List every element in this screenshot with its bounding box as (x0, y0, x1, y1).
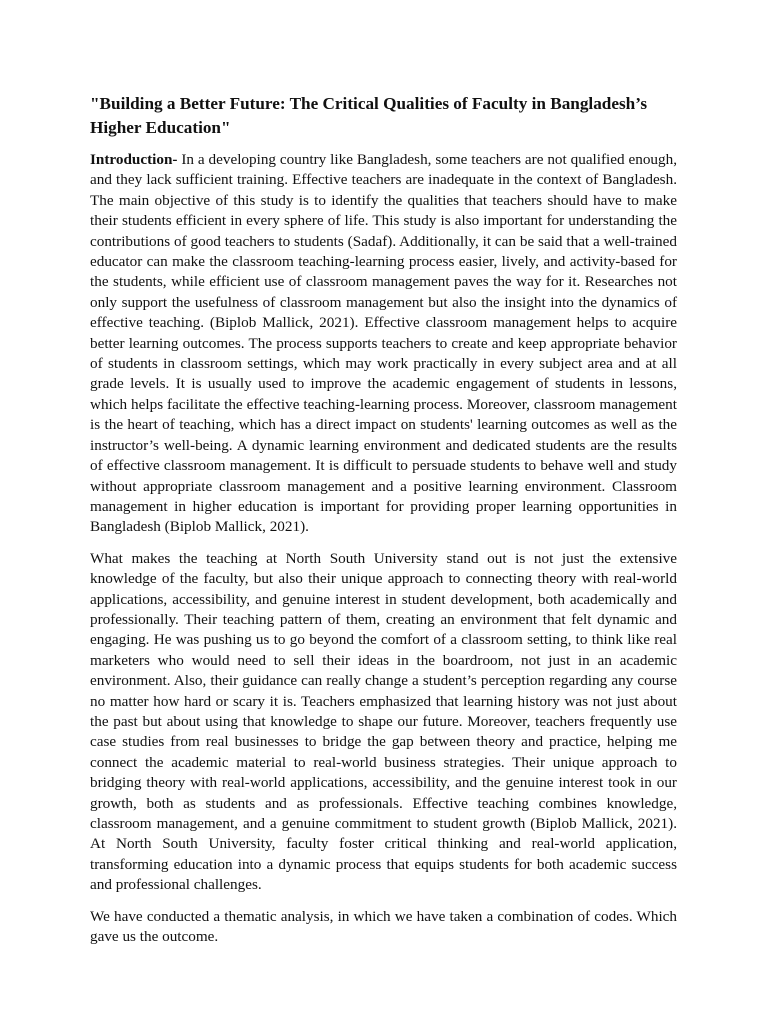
document-page (90, 92, 677, 958)
body-paragraph-nsu: What makes the teaching at North South University stand out is not just the extensive knowledge of the faculty, but also their unique approach to connecting theory with real-world applications, accessibility, and genuine interest in student development, both academically and professionally. Their teaching pattern of them, creating an environment that felt dynamic and engaging. He was pushing us to go beyond the comfort of a classroom setting, to think like real marketers who would need to sell their ideas in the boardroom, not just in an academic environment. Also, their guidance can really change a student’s perception regarding any course no matter how hard or scary it is. Teachers emphasized that learning history was not just about the past but about using that knowledge to shape our future. Moreover, teachers frequently use case studies from real businesses to bridge the gap between theory and practice, helping me connect the academic material to real-world business strategies. Their unique approach to bridging theory with real-world applications, accessibility, and the genuine interest took in our growth, both as students and as professionals. Effective teaching combines knowledge, classroom management, and a genuine commitment to student growth (Biplob Mallick, 2021). At North South University, faculty foster critical thinking and real-world application, transforming education into a dynamic process that equips students for both academic success and professional challenges. (90, 549, 677, 894)
document-title: "Building a Better Future: The Critical Qualities of Faculty in Bangladesh’s Higher Education" (90, 94, 648, 137)
introduction-label: Introduction- (90, 151, 178, 168)
introduction-paragraph (90, 150, 677, 538)
introduction-text: In a developing country like Bangladesh, some teachers are not qualified enough, and they lack sufficient training. Effective teachers are inadequate in the context of Bangladesh. The main objective of this study is to identify the qualities that teachers should have to make their students efficient in every sphere of life. This study is also important for understanding the contributions of good teachers to students (Sadaf). Additionally, it can be said that a well-trained educator can make the classroom teaching-learning process easier, lively, and activity-based for the students, while efficient use of classroom management paves the way for it. Researches not only support the usefulness of classroom management but also the insight into the dynamics of effective teaching. (Biplob Mallick, 2021). Effective classroom management helps to acquire better learning outcomes. The process supports teachers to create and keep appropriate behavior of students in classroom settings, which may work practically in every subject area and at all grade levels. It is usually used to improve the academic engagement of students in lessons, which helps facilitate the effective teaching-learning process. Moreover, classroom management is the heart of teaching, which has a direct impact on students' learning outcomes as well as the instructor’s well-being. A dynamic learning environment and dedicated students are the results of effective classroom management. It is difficult to persuade students to behave well and study without appropriate classroom management and a positive learning environment. Classroom management in higher education is important for providing proper learning opportunities in Bangladesh (Biplob Mallick, 2021). (90, 151, 677, 536)
body-paragraph-thematic-analysis: We have conducted a thematic analysis, in which we have taken a combination of codes. Which gave us the outcome. (90, 907, 677, 946)
